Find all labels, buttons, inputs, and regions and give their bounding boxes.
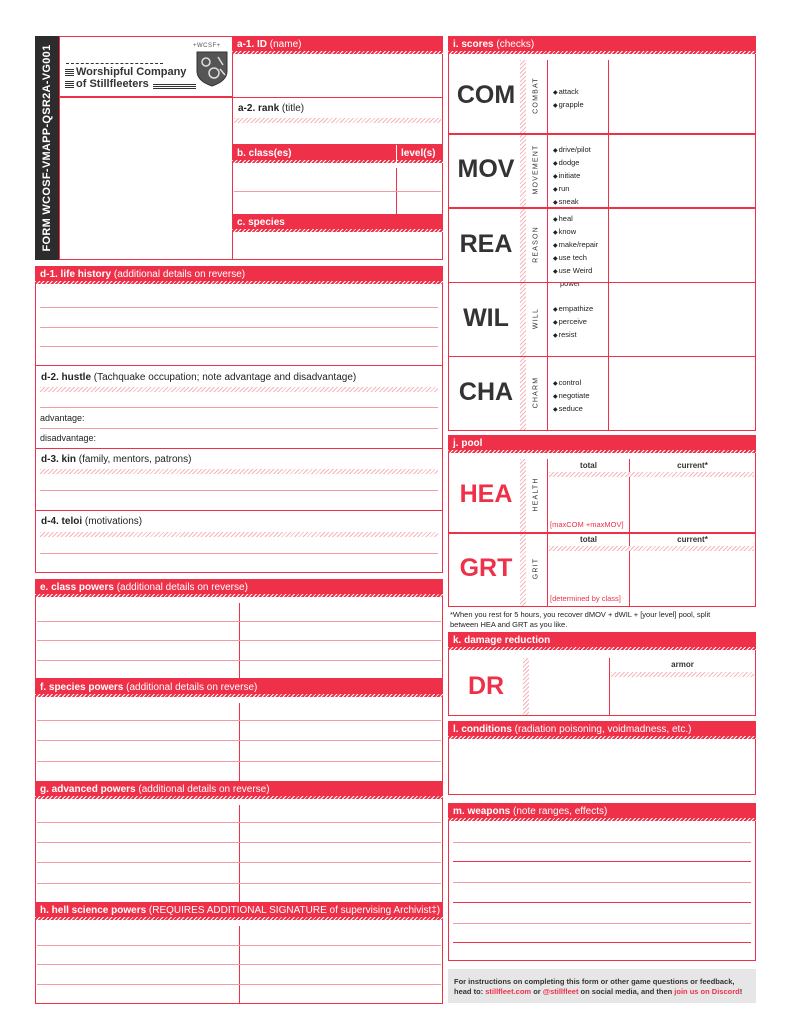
- species-input[interactable]: [234, 234, 441, 258]
- footer-text-d: !: [739, 987, 743, 996]
- teloi-label: [41, 516, 142, 527]
- pool-note: [maxCOM +maxMOV]: [550, 520, 624, 529]
- conditions-title: l. conditions: [453, 724, 512, 735]
- footer-text-c: on social media, and then: [578, 987, 675, 996]
- kin-line[interactable]: [40, 490, 438, 491]
- damage-reduction-title: k. damage reduction: [453, 635, 551, 646]
- check-item: ◆ resist: [553, 329, 593, 342]
- id-subtitle: (name): [267, 39, 302, 50]
- disadvantage-label: disadvantage:: [40, 433, 97, 443]
- score-name: REASON: [532, 225, 540, 263]
- dr-value-input[interactable]: [530, 658, 608, 714]
- weapons-line-2[interactable]: [453, 861, 751, 862]
- life-history-header: [35, 266, 443, 284]
- pool-abbr: GRT: [459, 554, 513, 582]
- hustle-line[interactable]: [40, 407, 438, 408]
- species-powers-row-3[interactable]: [37, 761, 441, 762]
- class-powers-subtitle: (additional details on reverse): [113, 582, 248, 593]
- check-item: ◆ make/repair: [553, 239, 598, 252]
- pool-footnote-2: between HEA and GRT as you like.: [450, 620, 568, 629]
- score-checks: [553, 144, 591, 209]
- form-code: FORM WCOSF-VMAPP-QSR2A-VG001: [41, 44, 53, 252]
- scores-header: [448, 36, 756, 54]
- logo-bars-icon-2: [65, 81, 74, 89]
- advanced-powers-divider: [239, 805, 240, 903]
- hell-science-row-1[interactable]: [37, 945, 441, 946]
- class-powers-row-2[interactable]: [37, 640, 441, 641]
- score-name: CHARM: [532, 376, 540, 409]
- teloi-subtitle: (motivations): [82, 516, 143, 527]
- check-item: ◆ control: [553, 377, 590, 390]
- advantage-line[interactable]: [40, 428, 438, 429]
- class-powers-row-3[interactable]: [37, 660, 441, 661]
- armor-input[interactable]: [611, 678, 754, 714]
- class-powers-divider: [239, 603, 240, 679]
- species-powers-header: [35, 679, 443, 697]
- conditions-input[interactable]: [450, 741, 754, 793]
- score-name: MOVEMENT: [532, 144, 540, 195]
- score-value-input[interactable]: [610, 284, 754, 355]
- pool-note: [determined by class]: [550, 594, 621, 603]
- footer-line-1: For instructions on completing this form or other game questions or feedback,: [454, 977, 735, 986]
- armor-label: armor: [671, 660, 694, 669]
- id-title: a-1. ID: [237, 39, 268, 50]
- score-value-input[interactable]: [610, 209, 754, 280]
- hell-science-divider: [239, 926, 240, 1004]
- check-item: ◆ heal: [553, 213, 598, 226]
- advanced-powers-header: [35, 781, 443, 799]
- footer-text-b: or: [531, 987, 543, 996]
- portrait-box[interactable]: [59, 97, 233, 260]
- pool-row-divider: [449, 532, 755, 534]
- pool-header: [448, 435, 756, 453]
- advanced-powers-row-3[interactable]: [37, 862, 441, 863]
- life-history-line-1[interactable]: [40, 307, 438, 308]
- score-checks: [553, 303, 593, 342]
- advanced-powers-row-2[interactable]: [37, 842, 441, 843]
- logo-name-line2: of Stillfleeters: [76, 78, 149, 90]
- pool-current-input[interactable]: [631, 478, 754, 531]
- teloi-hatch: [40, 532, 438, 537]
- id-header: [232, 36, 443, 54]
- species-powers-divider: [239, 703, 240, 782]
- check-item: ◆ negotiate: [553, 390, 590, 403]
- life-history-line-3[interactable]: [40, 346, 438, 347]
- level-input-1[interactable]: [398, 168, 441, 190]
- check-item: ◆ attack: [553, 86, 584, 99]
- check-item: ◆ drive/pilot: [553, 144, 591, 157]
- armor-hatch: [611, 672, 754, 677]
- pool-current-input[interactable]: [631, 552, 754, 605]
- logo-seal-text: +WCSF+: [193, 43, 221, 49]
- scores-divider-1: [547, 60, 548, 430]
- class-input-1[interactable]: [234, 168, 395, 190]
- hustle-hatch: [40, 387, 438, 392]
- advanced-powers-row-4[interactable]: [37, 883, 441, 884]
- check-item: ◆ empathize: [553, 303, 593, 316]
- kin-subtitle: (family, mentors, patrons): [76, 454, 192, 465]
- level-header-label: level(s): [401, 148, 436, 159]
- kin-hatch: [40, 469, 438, 474]
- pool-total-input[interactable]: [549, 478, 628, 518]
- pool-footnote-1: *When you rest for 5 hours, you recover dMOV + dWIL + [your level] pool, split: [450, 610, 711, 619]
- conditions-subtitle: (radiation poisoning, voidmadness, etc.): [511, 724, 692, 735]
- hustle-subtitle: (Tachquake occupation; note advantage and disadvantage): [91, 372, 357, 383]
- check-item: ◆ use tech: [553, 252, 598, 265]
- score-abbr: CHA: [458, 377, 514, 406]
- scores-divider-2: [608, 60, 609, 430]
- advanced-powers-title: g. advanced powers: [40, 784, 136, 795]
- advantage-label: advantage:: [40, 413, 85, 423]
- class-powers-header: [35, 579, 443, 597]
- rank-hatch: [234, 118, 441, 123]
- life-history-title: d-1. life history: [40, 269, 112, 280]
- pool-total-label: total: [580, 461, 597, 470]
- teloi-line[interactable]: [40, 553, 438, 554]
- class-input-2[interactable]: [234, 192, 395, 214]
- pool-hatch: [549, 472, 754, 477]
- check-item: ◆ perceive: [553, 316, 593, 329]
- hell-science-subtitle: (REQUIRES ADDITIONAL SIGNATURE of supervising Archivist‡): [146, 905, 441, 916]
- dr-abbr: DR: [467, 672, 505, 700]
- level-input-2[interactable]: [398, 192, 441, 214]
- class-powers-title: e. class powers: [40, 582, 114, 593]
- score-abbr: MOV: [457, 155, 515, 184]
- check-item: ◆ dodge: [553, 157, 591, 170]
- weapons-line-5[interactable]: [453, 923, 751, 924]
- check-item: ◆ run: [553, 183, 591, 196]
- score-abbr: WIL: [463, 303, 509, 332]
- weapons-line-4[interactable]: [453, 902, 751, 903]
- check-item: ◆ initiate: [553, 170, 591, 183]
- pool-abbr: HEA: [459, 480, 513, 508]
- score-value-input[interactable]: [610, 135, 754, 206]
- species-title: c. species: [237, 217, 285, 228]
- scores-subtitle: (checks): [493, 39, 535, 50]
- score-abbr: REA: [459, 229, 513, 258]
- weapons-title: m. weapons: [453, 806, 511, 817]
- score-checks: [553, 86, 584, 112]
- check-item: ◆ sneak: [553, 196, 591, 209]
- pool-title: j. pool: [453, 438, 483, 449]
- hustle-label: [41, 372, 356, 383]
- score-abbr: COM: [456, 81, 516, 110]
- hell-science-title: h. hell science powers: [40, 905, 147, 916]
- pool-total-input[interactable]: [549, 552, 628, 592]
- footer-line-2: [454, 987, 742, 996]
- pool-total-label: total: [580, 535, 597, 544]
- species-powers-subtitle: (additional details on reverse): [123, 682, 258, 693]
- species-powers-title: f. species powers: [40, 682, 124, 693]
- score-checks: [553, 377, 590, 416]
- weapons-line-6[interactable]: [453, 942, 751, 943]
- score-checks: [553, 213, 598, 289]
- logo-bars-icon: [65, 69, 74, 77]
- rank-label: [238, 103, 304, 114]
- advanced-powers-row-1[interactable]: [37, 822, 441, 823]
- social-link[interactable]: @stillfleet: [542, 987, 579, 996]
- score-value-input[interactable]: [610, 61, 754, 132]
- species-header: [232, 214, 443, 232]
- weapons-subtitle: (note ranges, effects): [510, 806, 608, 817]
- damage-reduction-header: [448, 632, 756, 650]
- hustle-title: d-2. hustle: [41, 372, 92, 383]
- kin-title: d-3. kin: [41, 454, 77, 465]
- website-link[interactable]: stillfleet.com: [485, 987, 532, 996]
- footer-box: [448, 969, 756, 1003]
- logo-underline: [153, 84, 196, 89]
- pool-name: HEALTH: [532, 477, 540, 512]
- footer-text-a: head to:: [454, 987, 486, 996]
- check-item: ◆ grapple: [553, 99, 584, 112]
- pool-current-label: current*: [677, 461, 708, 470]
- hell-science-row-3[interactable]: [37, 984, 441, 985]
- score-value-input[interactable]: [610, 358, 754, 429]
- weapons-line-3[interactable]: [453, 882, 751, 883]
- life-history-subtitle: (additional details on reverse): [111, 269, 246, 280]
- check-item: ◆ use Weird: [553, 265, 598, 278]
- species-powers-row-2[interactable]: [37, 740, 441, 741]
- check-item: ◆ seduce: [553, 403, 590, 416]
- species-powers-row-1[interactable]: [37, 720, 441, 721]
- class-title: b. class(es): [237, 148, 292, 159]
- hell-science-row-2[interactable]: [37, 964, 441, 965]
- rank-title: a-2. rank: [238, 103, 280, 114]
- class-powers-row-1[interactable]: [37, 621, 441, 622]
- weapons-line-1[interactable]: [453, 842, 751, 843]
- weapons-header: [448, 803, 756, 821]
- logo-name-line1: Worshipful Company: [76, 66, 187, 78]
- kin-label: [41, 454, 191, 465]
- id-input[interactable]: [234, 56, 441, 96]
- life-history-line-2[interactable]: [40, 327, 438, 328]
- shield-icon: [196, 51, 228, 87]
- teloi-title: d-4. teloi: [41, 516, 83, 527]
- dr-hatch-column: [523, 658, 529, 715]
- hell-science-header: [35, 902, 443, 920]
- pool-name: GRIT: [532, 557, 540, 580]
- advanced-powers-subtitle: (additional details on reverse): [135, 784, 270, 795]
- score-name: COMBAT: [532, 77, 540, 114]
- score-name: WILL: [532, 307, 540, 329]
- discord-link[interactable]: join us on Discord: [674, 987, 740, 996]
- check-item: ◆ know: [553, 226, 598, 239]
- logo-dashes: [66, 63, 163, 64]
- pool-hatch: [549, 546, 754, 551]
- conditions-header: [448, 721, 756, 739]
- rank-subtitle: (title): [279, 103, 305, 114]
- rank-input[interactable]: [234, 124, 441, 144]
- pool-current-label: current*: [677, 535, 708, 544]
- scores-title: i. scores: [453, 39, 494, 50]
